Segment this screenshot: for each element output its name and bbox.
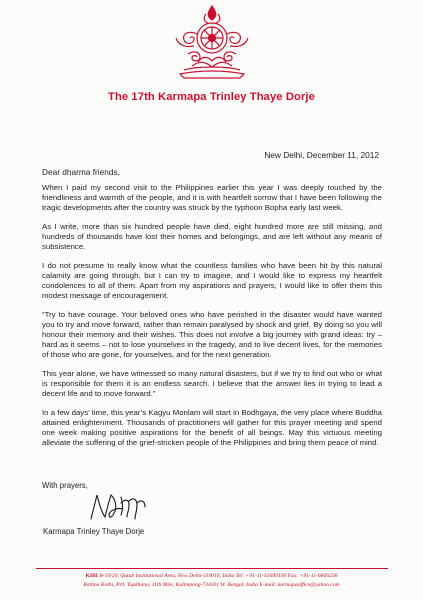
letter-date: New Delhi, December 11, 2012 [264, 150, 379, 160]
letterhead-title: The 17th Karmapa Trinley Thaye Dorje [108, 91, 315, 103]
footer-address-line-1 [0, 573, 423, 580]
footer-label: KIBI [85, 573, 98, 579]
dharma-wheel-emblem-icon [170, 4, 254, 82]
closing: With prayers, [42, 481, 88, 490]
paragraph: This year alone, we have witnessed so many natural disasters, but if we try to find out who or what is responsible for them it is an endless search. I believe that the answer lies in trying to lead a decent life and to move forward.” [42, 368, 382, 398]
letter-body [42, 183, 382, 457]
paragraph: When I paid my second visit to the Philippines earlier this year I was deeply touched by the friendliness and warmth of the people, and it is with heartfelt sorrow that I have been following the tragic developments after the country was struck by the typhoon Bopha early last week. [42, 183, 382, 213]
salutation: Dear dharma friends, [42, 167, 120, 177]
paragraph: As I write, more than six hundred people have died, eight hundred more are still missing, and hundreds of thousands have lost their homes and belongings, and are left without any means of subsistence. [42, 221, 382, 252]
handwritten-signature [87, 489, 151, 523]
footer-address-text: B-19/20, Qutub Institutional Area, New Delhi-110016, India Tel: +91-11-41689190 Fax: +91-11-6866238 [99, 573, 338, 579]
paragraph: In a few days’ time, this year’s Kagyu Monlam will start in Bodhgaya, the very place where Buddha attained enlightenment. Thousands of practitioners will gather for this prayer meeting and spend one week making positive aspirations for the benefit of all beings. May this virtuous meeting alleviate the suffering of the grief-stricken people of the Philippines and bring them peace of mind. [42, 407, 382, 447]
footer-divider [36, 568, 388, 569]
footer-address-line-2: Rathna Kothi, P.O. Topkhana, 11th Mile, Kalimpong-734301 W. Bengal, India E-mail: karmapaoffice@yahoo.com [83, 582, 340, 588]
paragraph: I do not presume to really know what the countless families who have been hit by this natural calamity are going through, but I can try to imagine, and I would like to express my heartfelt condolences to all of them. Apart from my aspirations and prayers, I would like to offer them this modest message of encouragement. [42, 260, 382, 301]
signer-name: Karmapa Trinley Thaye Dorje [43, 527, 145, 536]
paragraph: “Try to have courage. Your beloved ones who have perished in the disaster would have wanted you to try and move forward, rather than remain paralysed by shock and grief. By doing so you will honour their memory and their wishes. This does not involve a big journey with grand ideas: try – hard as it seems – not to lose yourselves in the tragedy, and to live decent lives, for the memories of those who are gone, for yourselves, and for the next generation. [42, 309, 382, 360]
